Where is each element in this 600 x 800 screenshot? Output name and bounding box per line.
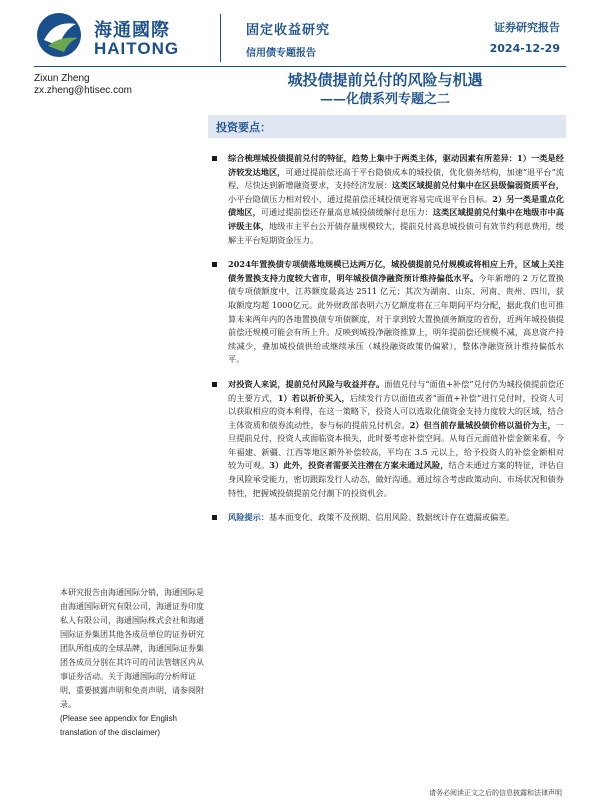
key-point-body: 基本面变化、政策不及预期、信用风险、数据统计存在遗漏或偏差。 [268, 512, 515, 523]
key-point-emphasis: 1）若以折价买入， [277, 392, 350, 403]
key-point-body: 今年新增的 2 万亿置换债专项债额度中，江苏额度最高达 2511 亿元；其次为湖南、山东、河南、贵州、四川，获取额度均超 1000亿元。此外财政部表明六万亿额度将在三年期间平均分配，据此我们也可推算未来两年内的各地置换债专项债额度，对于拿到较大置换债务额度的省份，近两年城投债提前偿还规模可能会有所上升。反映到城投净融资推算上，明年提前偿还规模不减，高息资产持续减少，叠加城投债供给或继续承压（城投融资政策仍偏紧），整体净融资预计维持偏低水平。 [228, 272, 564, 365]
key-point-text [228, 379, 564, 498]
key-point-body: 结合未通过方案的特征，评估自身风险承受能力，密切跟踪发行人动态，做好沟通。通过综合考虑政策动向、市场状况和债券特性，把握城投债提前兑付潮下的投资机会。 [228, 460, 564, 498]
report-date: 2024-12-29 [489, 42, 560, 55]
key-point-body: 可通过提前偿还高于平台隐债成本的城投债，优化债务结构，加速“退平台”流程，尽快达到新增融资要求，支持经济发展： [228, 166, 564, 191]
key-point-emphasis: 综合梳理城投债提前兑付的特征，趋势上集中于两类主体，驱动因素有所差异：1）一类是经济较发达地区， [228, 153, 564, 177]
author-block [34, 73, 132, 97]
disclaimer-text-cn: 本研究报告由海通国际分销，海通国际是由海通国际研究有限公司，海通证券印度私人有限公司，海通国际株式会社和海通国际证券集团其他各成员单位的证券研究团队所组成的全球品牌，海通国际证券集团各成员分别在其许可的司法管辖区内从事证券活动。关于海通国际的分析师证明，重要披露声明和免责声明，请参阅附录。 [60, 588, 204, 709]
key-points-list [212, 152, 564, 525]
logo-english-name: HAITONG [94, 39, 180, 58]
key-point-body: 一旦提前兑付，投资人或面临资本损失，此时要考虑补偿空间。从每百元面值补偿金额来看，今年福建、新疆、江西等地区额外补偿较高，平均在 3.5 元以上，给予投资人的补偿金额相对较为可观。 [228, 419, 564, 471]
key-point-emphasis: 这类区域提前兑付集中在区县级偏弱资质平台， [391, 180, 564, 191]
key-point-item [212, 152, 564, 247]
header-vertical-divider [220, 14, 221, 62]
key-points-header [208, 115, 566, 138]
key-point-text [228, 512, 515, 522]
haitong-logo [34, 10, 184, 60]
key-point-emphasis: 2）另一类是重点化债地区， [228, 193, 564, 218]
key-point-emphasis: 2）但当前存量城投债价格以溢价为主， [409, 419, 556, 430]
bullet-square-icon [212, 262, 217, 267]
logo-chinese-name: 海通國際 [94, 20, 170, 41]
key-point-item [212, 511, 564, 525]
key-point-body: 小平台隐债压力相对较小，通过提前偿还城投债更容易完成退平台目标。 [228, 193, 493, 204]
key-point-body: 地级市主平台公开债存量规模较大，提前兑付高息城投债可有效节约利息费用，缓解主平台短期资金压力。 [228, 220, 564, 245]
report-category: 固定收益研究 [246, 23, 331, 38]
haitong-logo-icon [34, 10, 88, 60]
bullet-square-icon [212, 156, 217, 161]
report-title: 城投债提前兑付的风险与机遇 [287, 71, 483, 89]
bullet-square-icon [212, 515, 217, 520]
footer-note: 请务必阅读正文之后的信息披露和法律声明 [429, 789, 562, 797]
author-email[interactable]: zx.zheng@htisec.com [34, 85, 132, 96]
disclaimer-text-en: (Please see appendix for English translation of the disclaimer) [60, 714, 177, 737]
key-point-item [212, 258, 564, 367]
disclaimer-block [60, 586, 210, 740]
key-point-emphasis: 这类区域提前兑付集中在地级市中高评级主体， [228, 207, 564, 231]
key-point-item [212, 378, 564, 500]
report-subcategory: 信用债专题报告 [246, 48, 316, 59]
bullet-square-icon [212, 382, 217, 387]
key-point-text [228, 153, 564, 245]
author-name: Zixun Zheng [34, 73, 90, 84]
key-points-label: 投资要点： [216, 121, 271, 134]
key-point-emphasis: 风险提示： [228, 512, 269, 523]
key-point-body: 面值兑付与“面值+补偿”兑付仍为城投债提前偿还的主要方式， [228, 378, 564, 403]
report-type: 证券研究报告 [494, 21, 560, 34]
key-point-body: 可通过提前偿还存量高息城投债缓解付息压力： [260, 207, 433, 218]
key-point-emphasis: 对投资人来说，提前兑付风险与收益并存。 [228, 378, 385, 389]
key-point-body: 后续发行方以面值或者“面值+补偿”进行兑付时，投资人可以获取相应的资本利得，在这一策略下，投资人可以选取化债资金支持力度较大的区域，结合主体资质和债券流动性，参与标的提前兑付机会。 [228, 392, 564, 430]
key-point-emphasis: 3）此外，投资者需要关注潜在方案未通过风险， [269, 460, 449, 471]
report-subtitle: ——化债系列专题之二 [319, 92, 450, 107]
key-point-text [228, 259, 564, 364]
header-rule [34, 66, 566, 67]
key-point-emphasis: 2024年置换债专项债落地规模已达两万亿，城投债提前兑付规模或将相应上升，区域上关注债务置换支持力度较大省市，明年城投债净融资预计维持偏低水平。 [228, 259, 564, 283]
